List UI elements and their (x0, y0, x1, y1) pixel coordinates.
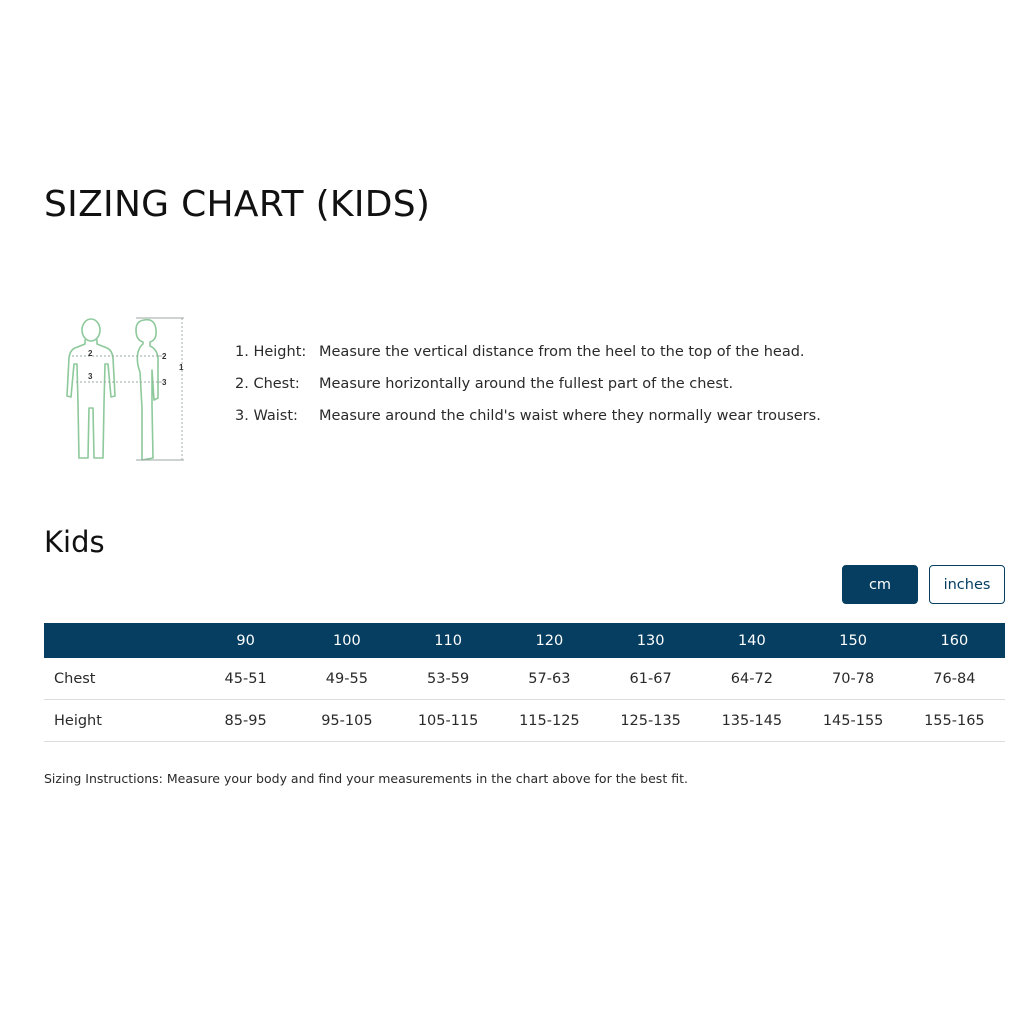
table-cell: 145-155 (803, 700, 904, 742)
measurement-instructions (235, 336, 935, 432)
table-row-height (44, 700, 1005, 742)
chest-marker-front: 2 (88, 349, 93, 358)
section-title: Kids (44, 525, 105, 559)
table-row-chest (44, 658, 1005, 700)
table-cell: 61-67 (600, 658, 701, 700)
header-size-cell: 160 (904, 623, 1005, 658)
table-cell: 135-145 (701, 700, 802, 742)
header-size-cell: 90 (195, 623, 296, 658)
instruction-term: 2. Chest: (235, 376, 300, 392)
height-marker: 1 (179, 363, 184, 372)
header-size-cell: 130 (600, 623, 701, 658)
header-size-cell: 110 (398, 623, 499, 658)
table-cell: 125-135 (600, 700, 701, 742)
table-cell: 95-105 (296, 700, 397, 742)
instruction-waist (235, 400, 935, 432)
chest-marker-side: 2 (162, 352, 167, 361)
table-cell: 70-78 (803, 658, 904, 700)
unit-cm-button[interactable]: cm (842, 565, 918, 604)
table-cell: 155-165 (904, 700, 1005, 742)
table-cell: 45-51 (195, 658, 296, 700)
unit-inches-button[interactable]: inches (929, 565, 1005, 604)
page-title: SIZING CHART (KIDS) (44, 184, 431, 225)
header-size-cell: 100 (296, 623, 397, 658)
header-size-cell: 150 (803, 623, 904, 658)
table-cell: 53-59 (398, 658, 499, 700)
front-figure-outline (67, 319, 115, 458)
body-measurement-diagram (58, 312, 192, 464)
row-label: Height (44, 700, 195, 742)
size-table (44, 623, 1005, 742)
instruction-height (235, 336, 935, 368)
waist-marker-side: 3 (162, 378, 167, 387)
table-cell: 57-63 (499, 658, 600, 700)
instruction-description: Measure the vertical distance from the heel to the top of the head. (319, 344, 805, 360)
table-cell: 76-84 (904, 658, 1005, 700)
header-size-cell: 140 (701, 623, 802, 658)
instruction-term: 3. Waist: (235, 408, 298, 424)
table-header-row (44, 623, 1005, 658)
header-cell-empty (44, 623, 195, 658)
side-figure-outline (136, 320, 158, 460)
waist-marker-front: 3 (88, 372, 93, 381)
table-cell: 105-115 (398, 700, 499, 742)
instruction-term: 1. Height: (235, 344, 307, 360)
table-cell: 85-95 (195, 700, 296, 742)
instruction-description: Measure horizontally around the fullest part of the chest. (319, 376, 734, 392)
header-size-cell: 120 (499, 623, 600, 658)
table-cell: 64-72 (701, 658, 802, 700)
instruction-description: Measure around the child's waist where they normally wear trousers. (319, 408, 821, 424)
sizing-footnote: Sizing Instructions: Measure your body and find your measurements in the chart above for the best fit. (44, 771, 688, 786)
instruction-chest (235, 368, 935, 400)
table-cell: 115-125 (499, 700, 600, 742)
row-label: Chest (44, 658, 195, 700)
table-cell: 49-55 (296, 658, 397, 700)
